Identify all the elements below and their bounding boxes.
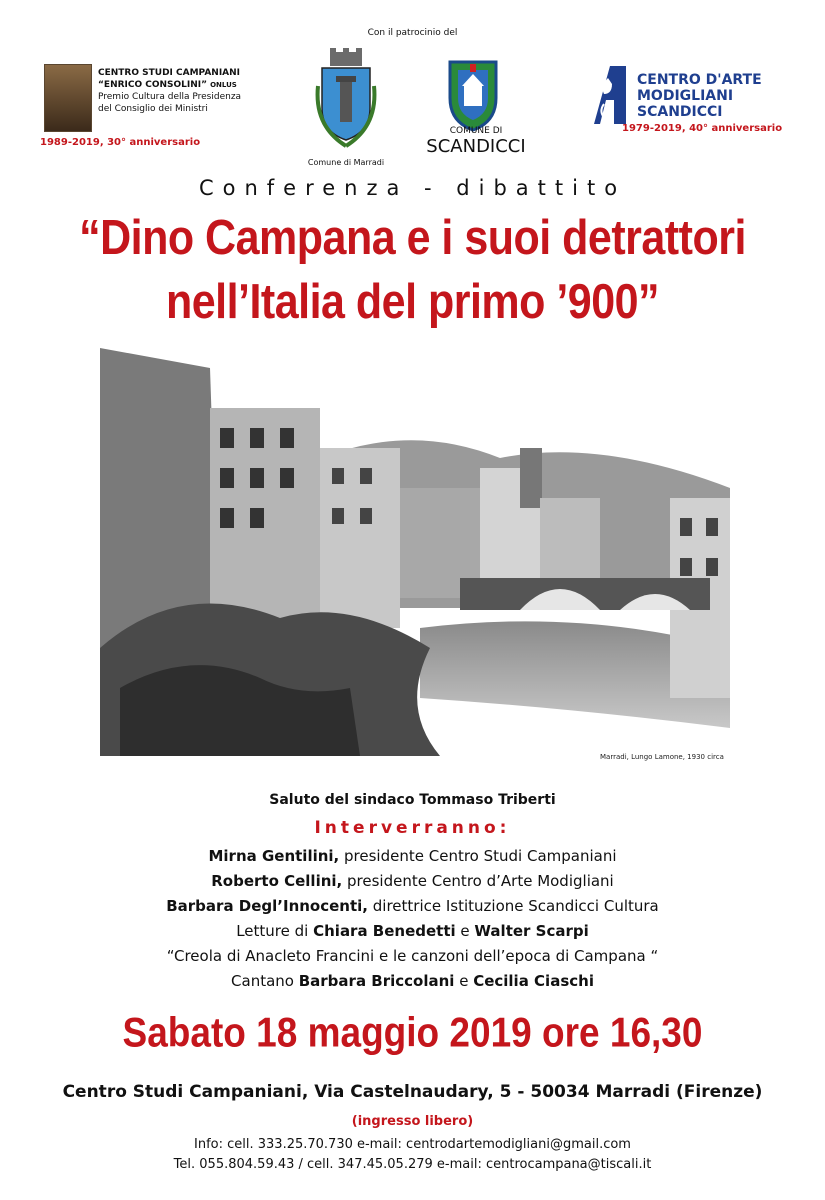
reader-name: Chiara Benedetti (313, 922, 456, 940)
speakers-heading: Interverranno: (314, 818, 511, 838)
speaker-name: Barbara Degl’Innocenti, (166, 897, 368, 915)
modigliani-name-line3: SCANDICCI (637, 104, 723, 120)
centro-studi-anniversary: 1989-2019, 30° anniversario (40, 137, 201, 148)
reader-name: Walter Scarpi (474, 922, 589, 940)
singers-prefix: Cantano (231, 972, 299, 990)
speaker-role: presidente Centro Studi Campaniani (339, 847, 617, 865)
speaker-role: direttrice Istituzione Scandicci Cultura (368, 897, 659, 915)
speaker-line (0, 896, 825, 916)
singers-line (0, 971, 825, 991)
consolini-portrait-image (44, 64, 92, 132)
photo-caption: Marradi, Lungo Lamone, 1930 circa (600, 753, 724, 761)
marradi-label: Comune di Marradi (307, 158, 385, 167)
readings-prefix: Letture di (236, 922, 314, 940)
scandicci-label-small: COMUNE DI (449, 126, 503, 136)
speaker-line (0, 871, 825, 891)
readings-line (0, 921, 825, 941)
speaker-line (0, 846, 825, 866)
contact-info-line2: Tel. 055.804.59.43 / cell. 347.45.05.279 e-mail: centrocampana@tiscali.it (173, 1157, 652, 1172)
creola-line: “Creola di Anacleto Francini e le canzoni dell’epoca di Campana “ (166, 947, 659, 965)
contact-info-line1: Info: cell. 333.25.70.730 e-mail: centrodartemodigliani@gmail.com (194, 1137, 631, 1152)
speaker-role: presidente Centro d’Arte Modigliani (342, 872, 614, 890)
scandicci-label-big: SCANDICCI (426, 136, 526, 157)
event-date: Sabato 18 maggio 2019 ore 16,30 (122, 1009, 703, 1056)
conjunction: e (454, 972, 474, 990)
event-venue: Centro Studi Campaniani, Via Castelnaudary, 5 - 50034 Marradi (Firenze) (62, 1082, 763, 1102)
event-title-line2: nell’Italia del primo ’900” (165, 274, 660, 330)
centro-studi-consolini: “ENRICO CONSOLINI” (98, 80, 208, 90)
centro-studi-name-line1: CENTRO STUDI CAMPANIANI (98, 68, 241, 78)
onlus-label: ONLUS (210, 81, 237, 89)
free-entry-note: (ingresso libero) (351, 1114, 474, 1129)
centro-studi-name-line2 (98, 80, 237, 90)
singer-name: Cecilia Ciaschi (473, 972, 594, 990)
marradi-historic-photo (100, 348, 730, 756)
speaker-name: Roberto Cellini, (211, 872, 343, 890)
conjunction: e (455, 922, 475, 940)
speaker-name: Mirna Gentilini, (208, 847, 340, 865)
scandicci-crest-icon (440, 58, 506, 134)
patronage-note: Con il patrocinio del (367, 28, 458, 38)
event-title-line1: “Dino Campana e i suoi detrattori (79, 210, 746, 266)
modigliani-name-line1: CENTRO D'ARTE (637, 72, 762, 88)
modigliani-anniversary: 1979-2019, 40° anniversario (622, 123, 783, 134)
modigliani-name-line2: MODIGLIANI (637, 88, 734, 104)
singer-name: Barbara Briccolani (298, 972, 455, 990)
mayor-greeting: Saluto del sindaco Tommaso Triberti (269, 792, 556, 808)
centro-studi-prize-line1: Premio Cultura della Presidenza (98, 92, 242, 102)
centro-studi-prize-line2: del Consiglio dei Ministri (98, 104, 208, 114)
event-type: Conferenza - dibattito (198, 176, 627, 200)
modigliani-logo-icon (592, 64, 628, 126)
marradi-crest-icon (310, 46, 382, 156)
